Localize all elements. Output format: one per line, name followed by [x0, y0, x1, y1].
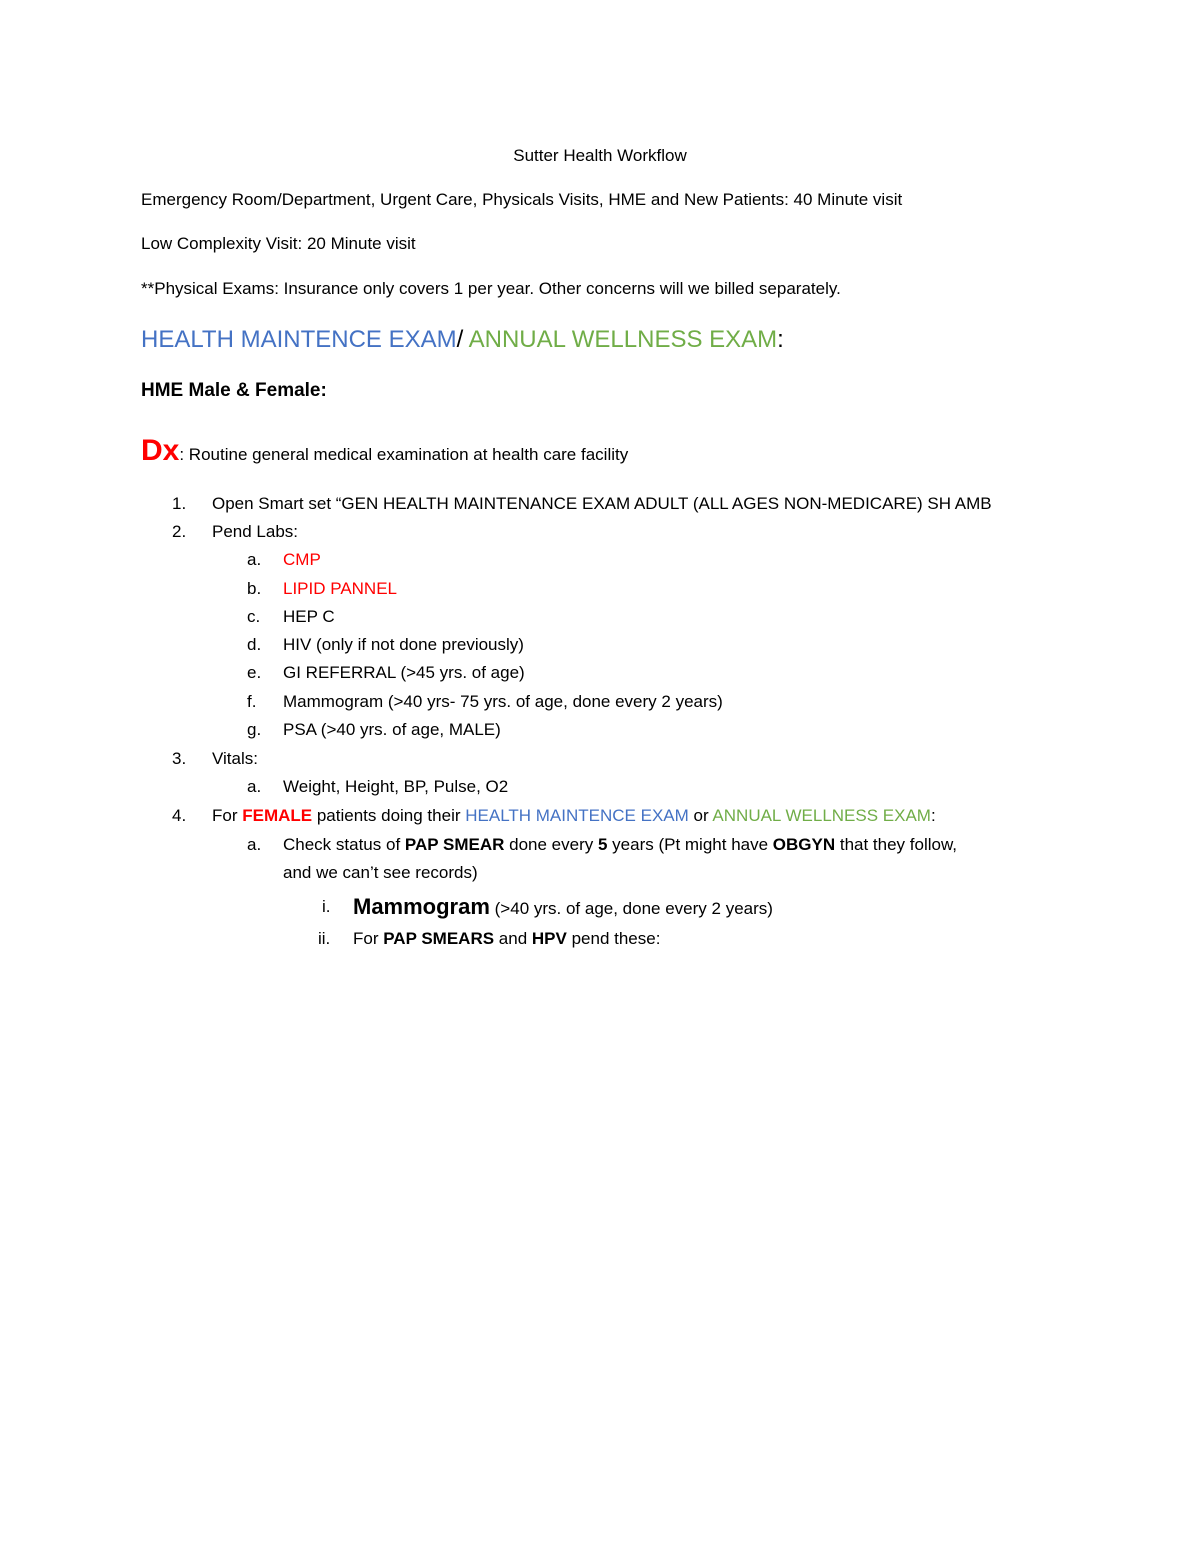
- diagnosis-line: [141, 433, 628, 473]
- lab-mammogram: Mammogram (>40 yrs- 75 yrs. of age, done every 2 years): [283, 692, 723, 711]
- pap-hpv-post: pend these:: [566, 929, 661, 948]
- heading-awe: ANNUAL WELLNESS EXAM: [468, 326, 778, 353]
- pap-mid: done every: [504, 835, 598, 854]
- lab-lipid-panel: LIPID PANNEL: [283, 579, 398, 598]
- step-4-pre: For: [212, 806, 243, 825]
- pap-pre: Check status of: [283, 835, 405, 854]
- pap-hpv-pre: For: [353, 929, 384, 948]
- sub-letter: a.: [247, 835, 262, 854]
- roman-numeral: i.: [322, 897, 331, 916]
- roman-numeral: ii.: [318, 929, 331, 948]
- step-2-text: Pend Labs:: [212, 522, 299, 541]
- dx-text: : Routine general medical examination at health care facility: [179, 445, 629, 464]
- mammogram-label: Mammogram: [353, 894, 490, 919]
- pap-check-text-line2: and we can’t see records): [283, 863, 478, 882]
- mammogram-subitem: [353, 893, 773, 923]
- list-number: 2.: [172, 522, 187, 541]
- step-3-text: Vitals:: [212, 749, 258, 768]
- document-title: Sutter Health Workflow: [513, 146, 687, 165]
- step-4-mid: patients doing their: [312, 806, 466, 825]
- step-1-text: Open Smart set “GEN HEALTH MAINTENANCE EXAM ADULT (ALL AGES NON-MEDICARE) SH AMB: [212, 494, 992, 513]
- heading-slash: /: [456, 326, 469, 353]
- sub-letter: a.: [247, 777, 262, 796]
- pap-hpv-subitem: [353, 928, 660, 950]
- lab-hiv: HIV (only if not done previously): [283, 635, 524, 654]
- lab-gi-referral: GI REFERRAL (>45 yrs. of age): [283, 663, 525, 682]
- section-heading: [141, 325, 784, 355]
- visit-info: Emergency Room/Department, Urgent Care, Physicals Visits, HME and New Patients: 40 Minute visit: [141, 190, 903, 209]
- obgyn-label: OBGYN: [772, 835, 836, 854]
- subheading: HME Male & Female:: [141, 380, 327, 401]
- list-number: 1.: [172, 494, 187, 513]
- step-4-or: or: [688, 806, 713, 825]
- mammogram-detail: (>40 yrs. of age, done every 2 years): [489, 899, 773, 918]
- sub-letter: b.: [247, 579, 262, 598]
- lab-hep-c: HEP C: [283, 607, 335, 626]
- pap-years: 5: [597, 835, 608, 854]
- vitals-list: Weight, Height, BP, Pulse, O2: [283, 777, 509, 796]
- low-complexity-info: Low Complexity Visit: 20 Minute visit: [141, 234, 416, 253]
- female-label: FEMALE: [242, 806, 313, 825]
- sub-letter: c.: [247, 607, 261, 626]
- step-4-post: :: [930, 806, 936, 825]
- sub-letter: f.: [247, 692, 257, 711]
- pap-check-text: [283, 834, 957, 856]
- step-4-hme: HEALTH MAINTENCE EXAM: [465, 806, 689, 825]
- sub-letter: g.: [247, 720, 262, 739]
- heading-colon: :: [777, 326, 784, 353]
- sub-letter: d.: [247, 635, 262, 654]
- physical-exam-note: **Physical Exams: Insurance only covers 1 per year. Other concerns will we billed separately.: [141, 279, 841, 298]
- pap-smear-label: PAP SMEAR: [404, 835, 505, 854]
- dx-label: Dx: [141, 434, 180, 467]
- pap-mid2: years (Pt might have: [607, 835, 773, 854]
- sub-letter: e.: [247, 663, 262, 682]
- hpv-label: HPV: [531, 929, 567, 948]
- pap-hpv-mid: and: [494, 929, 532, 948]
- list-item: [172, 493, 186, 515]
- pap-smears-label: PAP SMEARS: [383, 929, 495, 948]
- step-4-awe: ANNUAL WELLNESS EXAM: [712, 806, 931, 825]
- lab-psa: PSA (>40 yrs. of age, MALE): [283, 720, 501, 739]
- list-number: 4.: [172, 806, 187, 825]
- lab-cmp: CMP: [283, 550, 321, 569]
- list-number: 3.: [172, 749, 187, 768]
- pap-post: that they follow,: [835, 835, 958, 854]
- step-4-text: [212, 805, 936, 827]
- heading-hme: HEALTH MAINTENCE EXAM: [141, 326, 457, 353]
- sub-letter: a.: [247, 550, 262, 569]
